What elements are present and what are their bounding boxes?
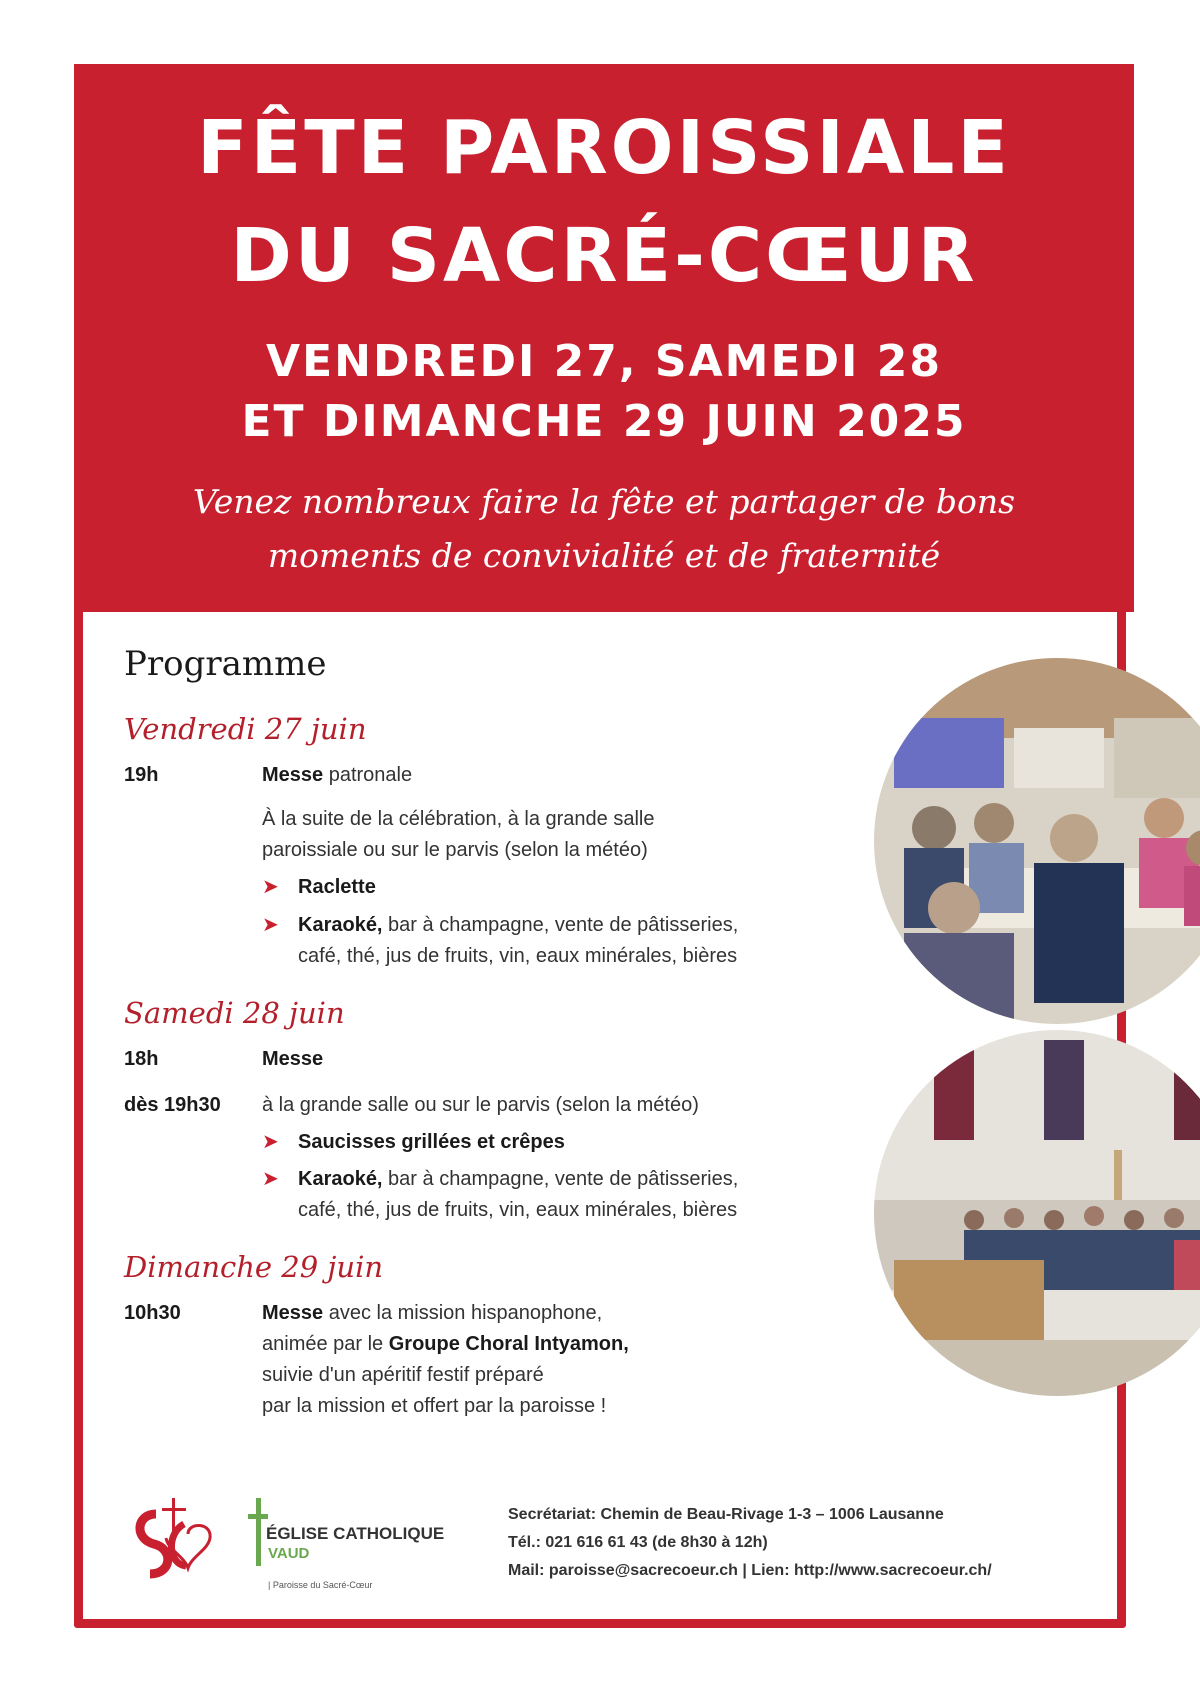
invite-line-2: moments de convivialité et de fraternité (267, 536, 941, 575)
invite-line-1: Venez nombreux faire la fête et partager de bons (192, 482, 1016, 521)
sacre-coeur-logo (126, 1494, 222, 1594)
header-banner (74, 64, 1134, 612)
programme-title: Programme (124, 644, 327, 684)
day-heading-saturday: Samedi 28 juin (124, 996, 345, 1030)
ec-name: ÉGLISE CATHOLIQUE (266, 1524, 445, 1543)
arrow-icon: ➤ (262, 914, 279, 936)
friday-event: Messe patronale (262, 764, 413, 786)
day-heading-friday: Vendredi 27 juin (124, 712, 367, 746)
title-line-1: FÊTE PAROISSIALE (197, 105, 1011, 191)
day-heading-sunday: Dimanche 29 juin (124, 1250, 384, 1284)
footer-secretariat: Secrétariat: Chemin de Beau-Rivage 1-3 – 1006 Lausanne (508, 1506, 944, 1523)
ec-tagline: | Paroisse du Sacré-Cœur (268, 1580, 373, 1590)
date-line-2: ET DIMANCHE 29 JUIN 2025 (241, 396, 967, 447)
arrow-icon: ➤ (262, 876, 279, 898)
eglise-catholique-vaud-logo (248, 1498, 448, 1598)
arrow-icon: ➤ (262, 1131, 279, 1153)
friday-time: 19h (124, 764, 159, 786)
title-line-2: DU SACRÉ-CŒUR (230, 213, 978, 299)
arrow-icon: ➤ (262, 1168, 279, 1190)
date-line-1: VENDREDI 27, SAMEDI 28 (266, 336, 942, 387)
ec-region: VAUD (268, 1545, 310, 1562)
footer-mail-link[interactable]: Mail: paroisse@sacrecoeur.ch | Lien: http://www.sacrecoeur.ch/ (508, 1562, 992, 1579)
footer-phone: Tél.: 021 616 61 43 (de 8h30 à 12h) (508, 1534, 768, 1551)
